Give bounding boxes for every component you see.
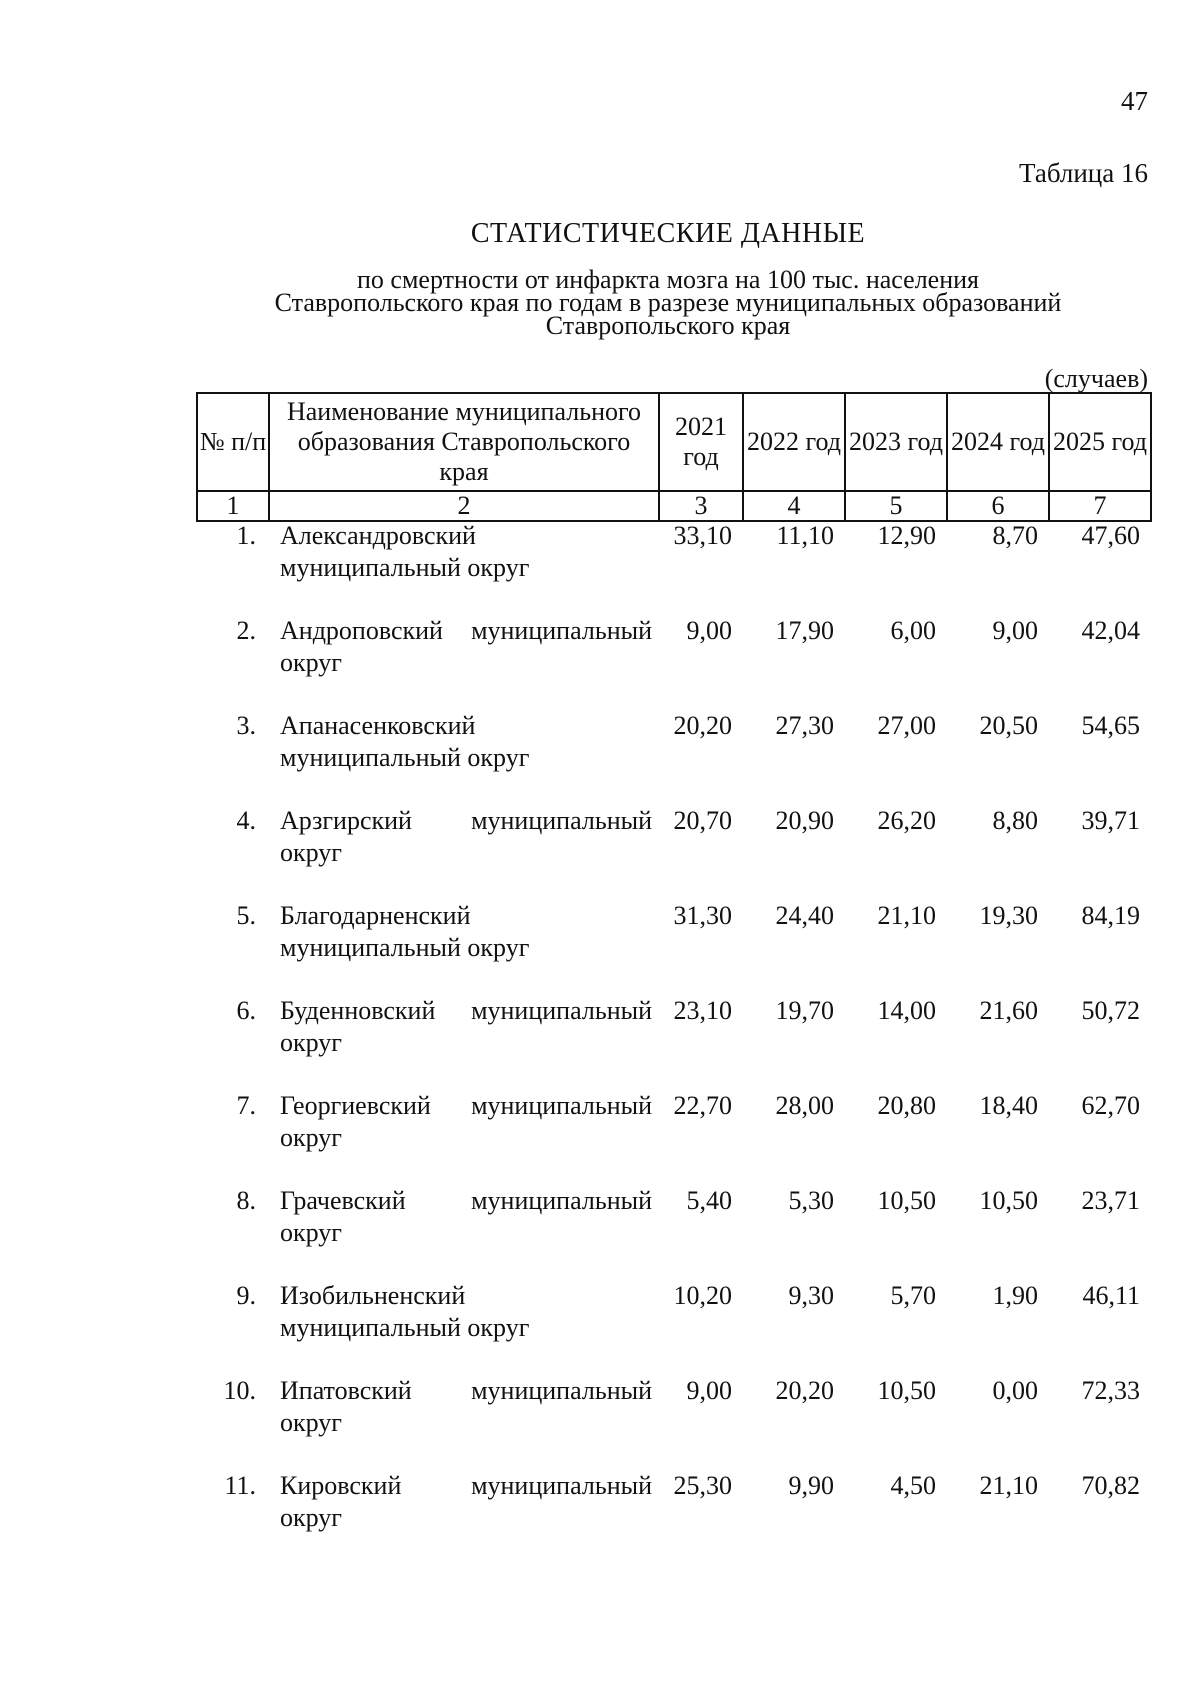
year-value: 20,50 bbox=[979, 711, 1038, 740]
year-value: 21,60 bbox=[979, 996, 1038, 1025]
municipality-name: Грачевский муниципальный округ bbox=[280, 1186, 652, 1247]
row-number: 6. bbox=[236, 996, 256, 1025]
year-value: 1,90 bbox=[992, 1281, 1038, 1310]
row-number: 7. bbox=[236, 1091, 256, 1120]
year-value: 14,00 bbox=[877, 996, 936, 1025]
year-value: 23,71 bbox=[1081, 1186, 1140, 1215]
table-row bbox=[196, 1375, 1150, 1470]
data-table bbox=[196, 520, 1150, 1565]
municipality-name: Георгиевский муниципальный округ bbox=[280, 1091, 652, 1152]
municipality-name: Андроповский муниципальный округ bbox=[280, 616, 652, 677]
municipality-name: Арзгирский муниципальный округ bbox=[280, 806, 652, 867]
row-number: 8. bbox=[236, 1186, 256, 1215]
year-value: 62,70 bbox=[1081, 1091, 1140, 1120]
header-number: № п/п bbox=[197, 393, 269, 491]
column-number: 3 bbox=[659, 491, 743, 521]
year-value: 20,20 bbox=[673, 711, 732, 740]
municipality-name: Буденновский муниципальный округ bbox=[280, 996, 652, 1057]
municipality-name: Ипатовский муниципальный округ bbox=[280, 1376, 652, 1437]
year-value: 9,30 bbox=[788, 1281, 834, 1310]
year-value: 0,00 bbox=[992, 1376, 1038, 1405]
row-number: 5. bbox=[236, 901, 256, 930]
year-value: 9,00 bbox=[686, 1376, 732, 1405]
year-value: 8,80 bbox=[992, 806, 1038, 835]
document-title: СТАТИСТИЧЕСКИЕ ДАННЫЕ bbox=[470, 218, 866, 249]
year-value: 6,00 bbox=[890, 616, 936, 645]
subtitle-line: Ставропольского края по годам в разрезе муниципальных образований bbox=[274, 288, 1062, 317]
year-value: 8,70 bbox=[992, 521, 1038, 550]
municipality-name: Кировский муниципальный округ bbox=[280, 1471, 652, 1532]
column-number: 4 bbox=[743, 491, 845, 521]
municipality-name: Александровский муниципальный округ bbox=[280, 521, 530, 582]
year-value: 9,00 bbox=[992, 616, 1038, 645]
municipality-name: Изобильненский муниципальный округ bbox=[280, 1281, 530, 1342]
year-value: 21,10 bbox=[877, 901, 936, 930]
column-number: 2 bbox=[269, 491, 659, 521]
table-label: Таблица 16 bbox=[1019, 158, 1148, 188]
table-row bbox=[196, 1185, 1150, 1280]
year-value: 54,65 bbox=[1081, 711, 1140, 740]
table-row bbox=[196, 805, 1150, 900]
year-value: 23,10 bbox=[673, 996, 732, 1025]
header-year: 2022 год bbox=[743, 393, 845, 491]
year-value: 39,71 bbox=[1081, 806, 1140, 835]
year-value: 10,20 bbox=[673, 1281, 732, 1310]
table-row bbox=[196, 710, 1150, 805]
year-value: 22,70 bbox=[673, 1091, 732, 1120]
row-number: 1. bbox=[236, 521, 256, 550]
year-value: 5,70 bbox=[890, 1281, 936, 1310]
row-number: 3. bbox=[236, 711, 256, 740]
year-value: 20,80 bbox=[877, 1091, 936, 1120]
row-number: 10. bbox=[223, 1376, 256, 1405]
year-value: 9,00 bbox=[686, 616, 732, 645]
municipality-name: Апанасенковский муниципальный округ bbox=[280, 711, 530, 772]
table-row bbox=[196, 520, 1150, 615]
column-number: 7 bbox=[1049, 491, 1151, 521]
year-value: 70,82 bbox=[1081, 1471, 1140, 1500]
row-number: 11. bbox=[224, 1471, 256, 1500]
year-value: 47,60 bbox=[1081, 521, 1140, 550]
column-number: 5 bbox=[845, 491, 947, 521]
year-value: 10,50 bbox=[877, 1376, 936, 1405]
table-row bbox=[196, 615, 1150, 710]
year-value: 42,04 bbox=[1081, 616, 1140, 645]
year-value: 31,30 bbox=[673, 901, 732, 930]
year-value: 20,70 bbox=[673, 806, 732, 835]
year-value: 9,90 bbox=[788, 1471, 834, 1500]
header-year: 2023 год bbox=[845, 393, 947, 491]
year-value: 10,50 bbox=[877, 1186, 936, 1215]
year-value: 21,10 bbox=[979, 1471, 1038, 1500]
year-value: 5,40 bbox=[686, 1186, 732, 1215]
year-value: 24,40 bbox=[775, 901, 834, 930]
year-value: 27,30 bbox=[775, 711, 834, 740]
table-row bbox=[196, 1280, 1150, 1375]
year-value: 28,00 bbox=[775, 1091, 834, 1120]
page-number: 47 bbox=[1121, 86, 1148, 116]
row-number: 9. bbox=[236, 1281, 256, 1310]
header-name: Наименование муниципального образования Ставропольского края bbox=[269, 393, 659, 491]
year-value: 25,30 bbox=[673, 1471, 732, 1500]
year-value: 19,30 bbox=[979, 901, 1038, 930]
year-value: 4,50 bbox=[890, 1471, 936, 1500]
year-value: 12,90 bbox=[877, 521, 936, 550]
row-number: 4. bbox=[236, 806, 256, 835]
year-value: 84,19 bbox=[1081, 901, 1140, 930]
year-value: 5,30 bbox=[788, 1186, 834, 1215]
column-number: 6 bbox=[947, 491, 1049, 521]
year-value: 20,20 bbox=[775, 1376, 834, 1405]
table-row bbox=[196, 1090, 1150, 1185]
subtitle-line: Ставропольского края bbox=[545, 311, 791, 340]
year-value: 33,10 bbox=[673, 521, 732, 550]
year-value: 26,20 bbox=[877, 806, 936, 835]
municipality-name: Благодарненский муниципальный округ bbox=[280, 901, 530, 962]
year-value: 19,70 bbox=[775, 996, 834, 1025]
subtitle-line: по смертности от инфаркта мозга на 100 тыс. населения bbox=[357, 265, 979, 294]
header-year: 2025 год bbox=[1049, 393, 1151, 491]
header-year: 2024 год bbox=[947, 393, 1049, 491]
table-row bbox=[196, 1470, 1150, 1565]
row-number: 2. bbox=[236, 616, 256, 645]
year-value: 50,72 bbox=[1081, 996, 1140, 1025]
table-row bbox=[196, 995, 1150, 1090]
table-row bbox=[196, 900, 1150, 995]
year-value: 72,33 bbox=[1081, 1376, 1140, 1405]
year-value: 20,90 bbox=[775, 806, 834, 835]
year-value: 18,40 bbox=[979, 1091, 1038, 1120]
year-value: 11,10 bbox=[776, 521, 834, 550]
year-value: 27,00 bbox=[877, 711, 936, 740]
table-header bbox=[196, 392, 1152, 522]
year-value: 46,11 bbox=[1082, 1281, 1140, 1310]
year-value: 10,50 bbox=[979, 1186, 1038, 1215]
column-number: 1 bbox=[197, 491, 269, 521]
year-value: 17,90 bbox=[775, 616, 834, 645]
units-label: (случаев) bbox=[1044, 364, 1148, 393]
header-year: 2021 год bbox=[659, 393, 743, 491]
document-subtitle bbox=[200, 265, 1136, 340]
